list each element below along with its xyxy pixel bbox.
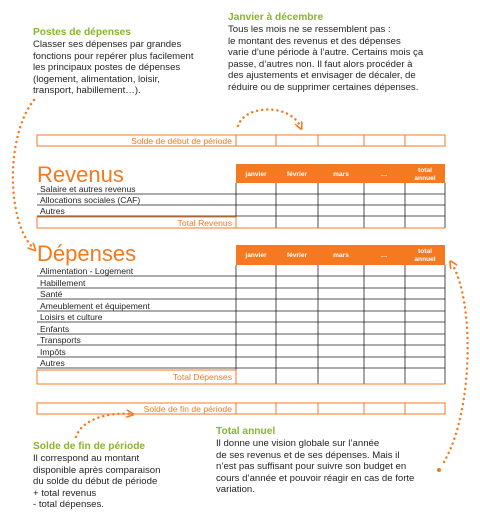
col-header-janvier: janvier xyxy=(245,171,267,178)
col-header-mars: mars xyxy=(333,252,349,259)
note-line: cours d’année et pouvoir réagir en cas de forte xyxy=(216,472,415,484)
note-line: n’est pas suffisant pour suivre son budget en xyxy=(216,461,407,473)
depenses-row-label: Ameublement et équipement xyxy=(40,301,150,311)
revenus-row-label: Autres xyxy=(40,206,65,216)
note-line: Il donne une vision globale sur l’année xyxy=(216,438,380,449)
col-header-annuel-label: annuel xyxy=(414,256,436,263)
col-header-janvier: janvier xyxy=(245,252,267,259)
note-line: disponible après comparaison xyxy=(33,464,161,476)
col-header-fevrier: février xyxy=(286,252,308,259)
note-line: des ajustements et envisager de décaler, de xyxy=(228,70,416,82)
note-title: Total annuel xyxy=(216,426,276,437)
solde-fin-row xyxy=(37,403,445,414)
note-line: les principaux postes de dépenses xyxy=(33,62,181,74)
col-header-annuel-label: annuel xyxy=(414,175,436,182)
depenses-header xyxy=(236,245,445,265)
col-header-total-label: total xyxy=(418,167,432,174)
revenus-row-label: Salaire et autres revenus xyxy=(40,184,136,194)
note-line: réduire ou de supprimer certaines dépenses. xyxy=(228,81,419,93)
revenus-row-label: Allocations sociales (CAF) xyxy=(40,195,141,205)
col-header-fevrier: février xyxy=(286,171,308,178)
note-line: variation. xyxy=(216,484,255,496)
note-line: Il correspond au montant xyxy=(33,453,140,464)
note-line: varie d’une période à l’autre. Certains mois ça xyxy=(228,47,424,59)
solde-debut-label: Solde de début de période xyxy=(131,136,232,146)
depenses-row-label: Transports xyxy=(40,335,81,345)
connector-dot xyxy=(437,468,441,472)
note-line: Classer ses dépenses par grandes xyxy=(33,39,182,50)
note-title: Postes de dépenses xyxy=(33,27,131,38)
revenus-title: Revenus xyxy=(37,162,124,187)
col-header-mars: mars xyxy=(333,171,349,178)
note-line: transport, habillement…). xyxy=(33,85,141,97)
depenses-row-label: Impôts xyxy=(40,347,66,357)
total-depenses-label: Total Dépenses xyxy=(172,372,232,382)
depenses-row-label: Santé xyxy=(40,289,63,299)
depenses-row-label: Loisirs et culture xyxy=(40,312,103,322)
note-line: Tous les mois ne se ressemblent pas : xyxy=(228,24,391,35)
solde-fin-label: Solde de fin de période xyxy=(143,404,232,414)
note-line: (logement, alimentation, loisir, xyxy=(33,73,160,85)
note-title: Solde de fin de période xyxy=(33,441,146,452)
note-line: fonctions pour repérer plus facilement xyxy=(33,50,194,62)
depenses-row-label: Alimentation - Logement xyxy=(40,266,134,276)
connector-postes-arrow xyxy=(13,100,34,248)
depenses-grid xyxy=(37,265,445,384)
col-header-total-label: total xyxy=(418,248,432,255)
depenses-title: Dépenses xyxy=(37,241,137,266)
total-revenus-label: Total Revenus xyxy=(177,218,232,228)
col-header-ellipsis: … xyxy=(380,252,388,259)
note-line: - total dépenses. xyxy=(33,499,104,511)
revenus-header xyxy=(236,164,445,183)
connector-solde-fin-arrow xyxy=(76,414,130,437)
solde-debut-row xyxy=(37,135,445,146)
depenses-row-label: Autres xyxy=(40,358,65,368)
note-title: Janvier à décembre xyxy=(228,12,324,23)
note-line: du solde du début de période xyxy=(33,476,158,488)
note-line: + total revenus xyxy=(33,487,97,499)
note-line: passe, d’autres non. Il faut alors procéder à xyxy=(228,58,413,70)
depenses-row-label: Enfants xyxy=(40,324,70,334)
note-line: le montant des revenus et des dépenses xyxy=(228,35,401,47)
depenses-row-label: Habillement xyxy=(40,278,86,288)
connector-janvier-arrow xyxy=(238,110,300,127)
col-header-ellipsis: … xyxy=(380,171,388,178)
note-line: de ses revenus et de ses dépenses. Mais il xyxy=(216,449,400,461)
connector-total-annuel-arrow xyxy=(444,264,468,462)
